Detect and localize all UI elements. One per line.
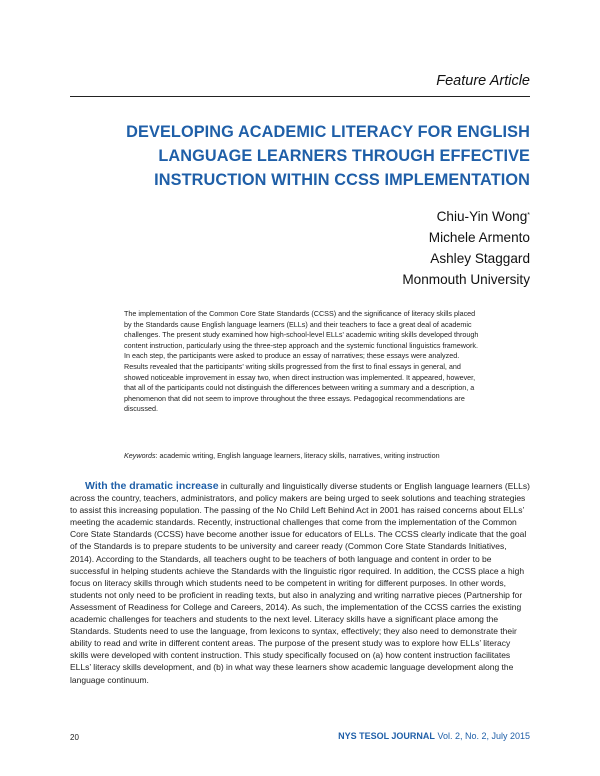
- body-text: [70, 480, 530, 686]
- author-name: Ashley Staggard: [430, 251, 530, 266]
- author-line: [402, 227, 530, 248]
- journal-issue: Vol. 2, No. 2, July 2015: [434, 731, 530, 741]
- page-number: 20: [70, 733, 79, 742]
- header-rule: [70, 96, 530, 97]
- body-paragraph-text: in culturally and linguistically diverse students or English language learners (ELLs) across the country, teachers, administrators, and policy makers are being urged to seek solutions and teaching strategies to assist this increasing population. The passing of the No Child Left Behind Act in 2001 has raised concerns about ELLs’ meeting the academic standards. Recently, instructional challenges that come from the implementation of the Common Core State Standards (CCSS) have become another issue for educators of ELLs. The CCSS clearly indicate that the goal of the Standards is to prepare students to be university and career ready (Common Core State Standards Initiatives, 2014). According to the Standards, all teachers ought to be teachers of both language and content in order to be successful in helping students achieve the Standards with the linguistic rigor required. In addition, the CCSS place a high focus on literacy skills through which students need to be competent in writing for different purposes. In other words, students not only need to be proficient in reading texts, but also in analyzing and writing narrative pieces (Partnership for Assessment of Readiness for College and Careers, 2014). As such, the implementation of the CCSS carries the existing academic challenges for teachers and students to the next level. Literacy skills have a significant place among the Standards. Students need to use the language, from lexicons to syntax, effectively; they also need to demonstrate their ability to read and write in different content areas. The purpose of the present study was to explore how ELLs’ literacy skills were developed with content instruction. This study specifically focused on (a) how content instruction facilitates ELLs’ literacy skills development, and (b) in what way these learners show academic language development along the language continuum.: [70, 481, 530, 685]
- author-name: Chiu-Yin Wong: [436, 209, 528, 224]
- journal-citation: [338, 731, 530, 741]
- author-name: Michele Armento: [428, 230, 530, 245]
- affiliation: Monmouth University: [402, 272, 530, 287]
- section-label: Feature Article: [436, 73, 530, 89]
- title-line: LANGUAGE LEARNERS THROUGH EFFECTIVE: [158, 147, 530, 165]
- abstract: [124, 309, 484, 415]
- body-paragraph: [70, 480, 530, 686]
- author-line: [402, 248, 530, 269]
- author-note-mark: *: [527, 212, 530, 219]
- keywords: [124, 451, 484, 462]
- abstract-text: The implementation of the Common Core State Standards (CCSS) and the significance of literacy skills placed by the Standards cause English language learners (ELLs) and their teachers to face a great deal of academic challenges. The present study examined how high-school-level ELLs’ academic writing skills developed through content instruction, particularly using the three-step approach and the systemic functional linguistics framework. In each step, the participants were asked to produce an essay of narratives; these essays were analyzed. Results revealed that the participants’ writing skills progressed from the first to final essays in general, and showed noticeable improvement in essay two, when direct instruction was implemented. It appeared, however, that all of the participants could not distinguish the differences between writing a summary and a description, a phenomenon that did not seem to improve throughout the three essays. Pedagogical recommendations are discussed.: [124, 309, 479, 414]
- keywords-text: : academic writing, English language learners, literacy skills, narratives, writing instruction: [155, 451, 440, 460]
- keywords-label: Keywords: [124, 451, 156, 460]
- author-line: [402, 206, 530, 227]
- journal-name: NYS TESOL JOURNAL: [338, 731, 435, 741]
- body-lead-in: With the dramatic increase: [85, 480, 219, 492]
- article-title: [60, 120, 530, 192]
- title-line: INSTRUCTION WITHIN CCSS IMPLEMENTATION: [154, 171, 530, 189]
- title-line: DEVELOPING ACADEMIC LITERACY FOR ENGLISH: [126, 123, 530, 141]
- author-block: [402, 206, 530, 290]
